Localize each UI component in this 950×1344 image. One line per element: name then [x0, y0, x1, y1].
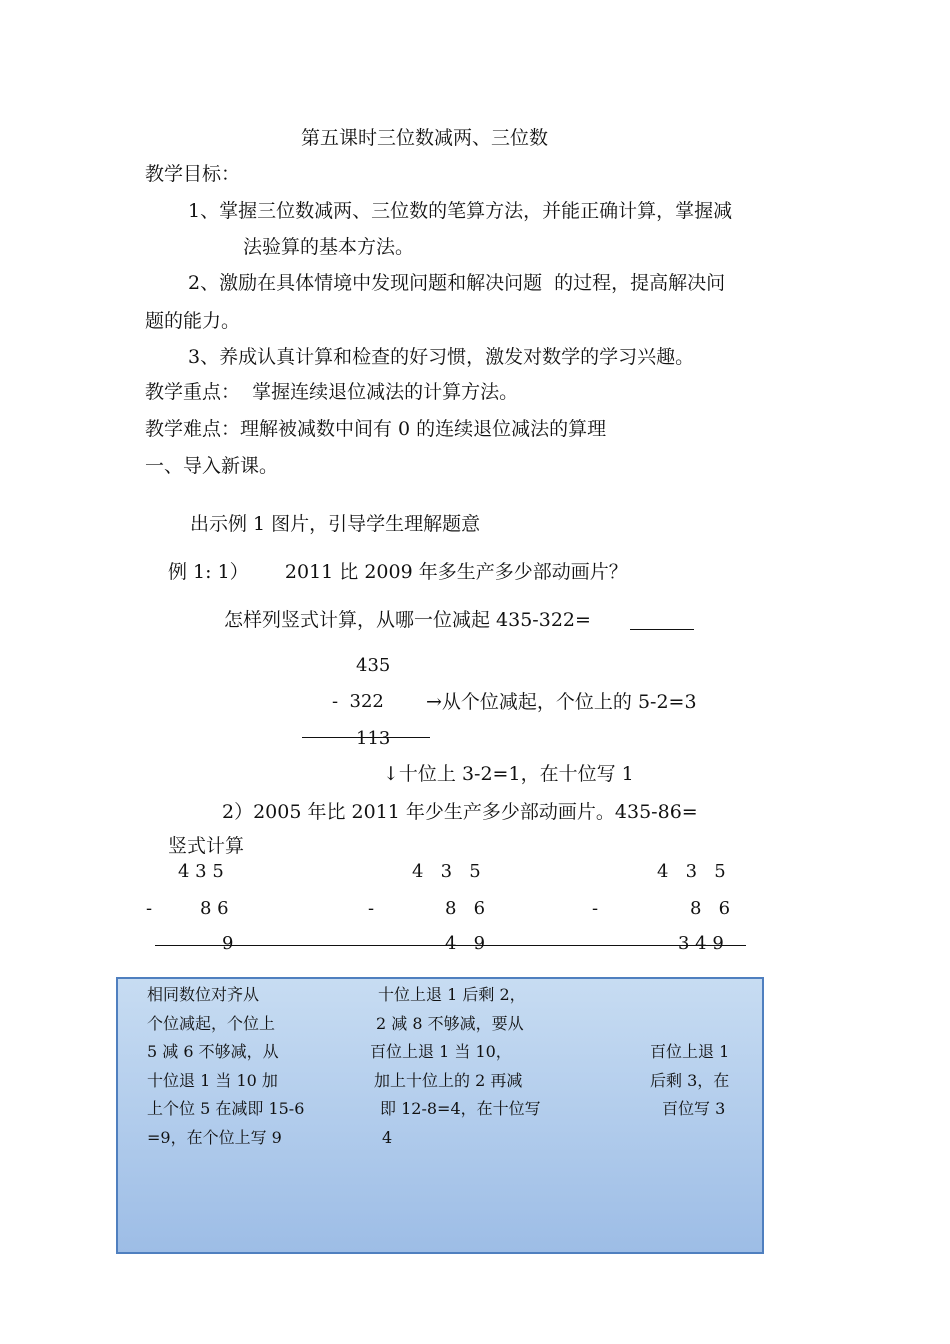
difficulty: 教学难点：理解被减数中间有 0 的连续退位减法的算理 — [145, 418, 607, 440]
vertical-rule — [302, 737, 430, 738]
explanation-line: 加上十位上的 2 再减 — [374, 1071, 523, 1090]
explanation-line: 2 减 8 不够减，要从 — [376, 1014, 524, 1033]
explanation-line: 十位上退 1 后剩 2， — [378, 985, 526, 1004]
answer-blank — [630, 629, 694, 630]
explanation-line: 即 12-8=4，在十位写 — [380, 1099, 541, 1118]
objective-2-line-2: 题的能力。 — [145, 310, 241, 332]
objective-2-line-1: 2、激励在具体情境中发现问题和解决问题 的过程，提高解决问 — [188, 272, 726, 294]
explanation-line: 百位上退 1 当 10， — [370, 1042, 512, 1061]
key-point: 教学重点： 掌握连续退位减法的计算方法。 — [145, 381, 519, 403]
objective-1-line-1: 1、掌握三位数减两、三位数的笔算方法，并能正确计算，掌握减 — [188, 200, 733, 222]
section-heading: 一、导入新课。 — [145, 455, 279, 477]
calc-3-second: 8 6 — [690, 898, 731, 919]
vertical-calc-label: 竖式计算 — [168, 835, 245, 857]
explanation-line: 5 减 6 不够减，从 — [147, 1042, 279, 1061]
explanation-line: 上个位 5 在减即 15-6 — [147, 1099, 305, 1118]
calc-3-result: 3 4 9 — [678, 933, 724, 954]
vertical-subtrahend: - 322 — [332, 691, 384, 712]
example-1-question: 例 1: 1） 2011 比 2009 年多生产多少部动画片？ — [168, 561, 628, 583]
explanation-line: 个位减起，个位上 — [147, 1014, 276, 1033]
objective-3: 3、养成认真计算和检查的好习惯，激发对数学的学习兴趣。 — [188, 346, 695, 368]
objective-1-line-2: 法验算的基本方法。 — [243, 236, 415, 258]
calc-1-second: 8 6 — [200, 898, 229, 919]
calc-3-top: 4 3 5 — [657, 861, 726, 882]
explanation-line: 后剩 3，在 — [650, 1071, 730, 1090]
vertical-result: 113 — [356, 728, 391, 749]
calc-1-top: 4 3 5 — [178, 861, 224, 882]
example-1-prompt: 怎样列竖式计算，从哪一位减起 435-322= — [224, 609, 591, 631]
page-title: 第五课时三位数减两、三位数 — [301, 127, 549, 149]
explanation-line: 4 — [382, 1128, 393, 1147]
objectives-heading: 教学目标： — [145, 163, 241, 185]
calc-1-result: 9 — [222, 933, 234, 954]
explanation-line: =9，在个位上写 9 — [147, 1128, 282, 1147]
calc-2-second: 8 6 — [445, 898, 486, 919]
calc-2-minus: - — [368, 898, 375, 919]
explanation-line: 十位退 1 当 10 加 — [147, 1071, 278, 1090]
calc-2-top: 4 3 5 — [412, 861, 481, 882]
calc-1-minus: - — [146, 898, 153, 919]
vertical-note-below: ↓十位上 3-2=1，在十位写 1 — [383, 763, 634, 785]
explanation-line: 百位写 3 — [662, 1099, 726, 1118]
vertical-top: 435 — [356, 655, 391, 676]
example-2-question: 2）2005 年比 2011 年少生产多少部动画片。435-86= — [222, 801, 698, 823]
explanation-line: 相同数位对齐从 — [147, 985, 260, 1004]
calc-rule — [155, 945, 746, 946]
vertical-note-right: →从个位减起，个位上的 5-2=3 — [426, 691, 697, 713]
intro-text: 出示例 1 图片，引导学生理解题意 — [190, 513, 481, 535]
calc-3-minus: - — [592, 898, 599, 919]
calc-2-result: 4 9 — [445, 933, 486, 954]
explanation-box — [116, 977, 764, 1254]
explanation-line: 百位上退 1 — [650, 1042, 730, 1061]
